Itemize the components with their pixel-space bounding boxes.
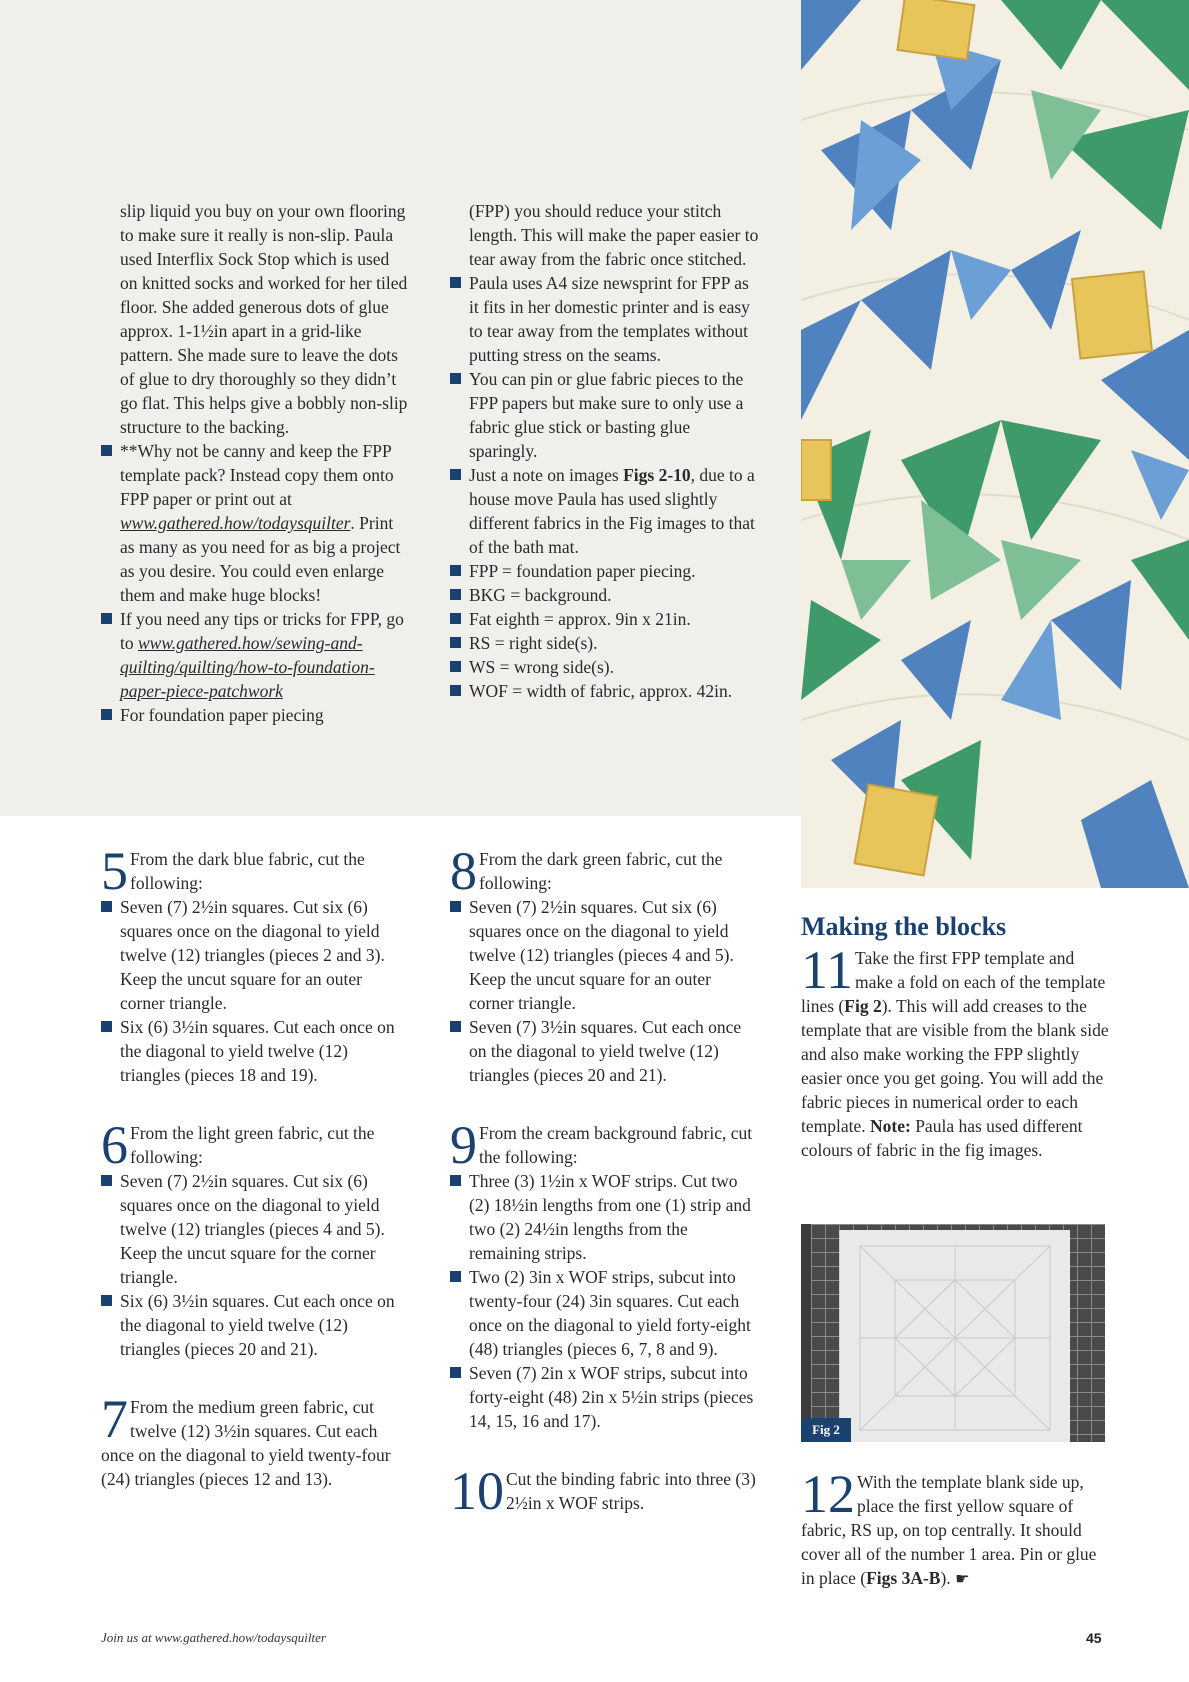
step-9 [450, 1115, 760, 1175]
gathered-link[interactable]: www.gathered.how/todaysquilter [120, 513, 351, 533]
step-text: Cut the binding fabric into three (3) 2½in x WOF strips. [506, 1469, 756, 1513]
step-text: From the medium green fabric, cut twelve (12) 3½in squares. Cut each once on the diagonal to yield twenty-four (24) triangles (pieces 12 and 13). [101, 1397, 391, 1489]
step-8 [450, 841, 760, 901]
step-number: 11 [801, 940, 853, 1000]
step-12: 12 With the template blank side up, place the first yellow square of fabric, RS up, on top centrally. It should cover all of the number 1 area. Pin or glue in place (Figs 3A-B). ☛ [801, 1464, 1097, 1588]
tip-bullet: Just a note on images Figs 2-10, due to a house move Paula has used slightly different fabrics in the Fig images to that of the bath mat. [450, 463, 760, 559]
step-number: 7 [101, 1389, 128, 1449]
tips-column-1 [101, 199, 411, 727]
step-text: From the dark green fabric, cut the following: [479, 849, 723, 893]
quilt-illustration [801, 0, 1189, 888]
step-number: 8 [450, 841, 477, 901]
step-11: 11 Take the first FPP template and make a fold on each of the template lines (Fig 2). This will add creases to the template that are visible from the blank side and also make working the FPP slightly easier once you get going. You will add the fabric pieces in numerical order to each template. Note: Paula has used different colours of fabric in the fig images. [801, 940, 1109, 1160]
step-6 [101, 1115, 411, 1175]
step-12-block [801, 1464, 1141, 1591]
step-text: From the light green fabric, cut the following: [130, 1123, 375, 1167]
step-bullet: Seven (7) 2½in squares. Cut six (6) squares once on the diagonal to yield twelve (12) triangles (pieces 4 and 5). Keep the uncut square for an outer corner triangle. [450, 895, 760, 1015]
step-number: 10 [450, 1461, 504, 1521]
pointing-hand-icon: ☛ [955, 1569, 970, 1588]
page-number: 45 [1086, 1630, 1102, 1646]
step-text: From the cream background fabric, cut the following: [479, 1123, 753, 1167]
tip-bullet: Fat eighth = approx. 9in x 21in. [450, 607, 760, 631]
step-number: 5 [101, 841, 128, 901]
making-blocks-section [801, 912, 1111, 1162]
section-heading: Making the blocks [801, 912, 1007, 941]
step-text: From the dark blue fabric, cut the following: [130, 849, 365, 893]
step-number: 6 [101, 1115, 128, 1175]
step-bullet: Two (2) 3in x WOF strips, subcut into twenty-four (24) 3in squares. Cut each once on the diagonal to yield forty-eight (48) triangles (pieces 6, 7, 8 and 9). [450, 1265, 760, 1361]
tip-continued-text: slip liquid you buy on your own flooring to make sure it really is non-slip. Paula used Interflix Sock Stop which is used on knitted socks and worked for her tiled floor. She added generous dots of glue approx. 1-1½in apart in a grid-like pattern. She made sure to leave the dots of glue to dry thoroughly so they didn’t go flat. This helps give a bobbly non-slip structure to the backing. [120, 201, 408, 437]
tip-bullet: WOF = width of fabric, approx. 42in. [450, 679, 760, 703]
tip-bullet: WS = wrong side(s). [450, 655, 760, 679]
tip-bullet: For foundation paper piecing [101, 703, 411, 727]
step-5 [101, 841, 411, 901]
tip-bullet: If you need any tips or tricks for FPP, go to www.gathered.how/sewing-and-quilting/quilting/how-to-foundation-paper-piece-patchwork [101, 607, 411, 703]
steps-column-1 [101, 841, 411, 1491]
step-bullet: Six (6) 3½in squares. Cut each once on the diagonal to yield twelve (12) triangles (pieces 20 and 21). [101, 1289, 411, 1361]
tip-bullet: BKG = background. [450, 583, 760, 607]
tip-bullet: You can pin or glue fabric pieces to the FPP papers but make sure to only use a fabric glue stick or basting glue sparingly. [450, 367, 760, 463]
tip-bullet: RS = right side(s). [450, 631, 760, 655]
figure-caption: Fig 2 [801, 1418, 851, 1442]
tip-bullet: **Why not be canny and keep the FPP template pack? Instead copy them onto FPP paper or print out at www.gathered.how/todaysquilter. Print as many as you need for as big a project as you desire. You could even enlarge them and make huge blocks! [101, 439, 411, 607]
steps-column-2 [450, 841, 760, 1521]
quilt-photo [801, 0, 1189, 888]
tips-column-2 [450, 199, 760, 703]
step-bullet: Seven (7) 3½in squares. Cut each once on the diagonal to yield twelve (12) triangles (pieces 20 and 21). [450, 1015, 760, 1087]
step-bullet: Seven (7) 2in x WOF strips, subcut into forty-eight (48) 2in x 5½in strips (pieces 14, 15, 16 and 17). [450, 1361, 760, 1433]
step-number: 9 [450, 1115, 477, 1175]
figure-2 [801, 1224, 1105, 1442]
step-bullet: Seven (7) 2½in squares. Cut six (6) squares once on the diagonal to yield twelve (12) triangles (pieces 4 and 5). Keep the uncut square for the corner triangle. [101, 1169, 411, 1289]
step-10 [450, 1461, 760, 1521]
step-bullet: Three (3) 1½in x WOF strips. Cut two (2) 18½in lengths from one (1) strip and two (2) 24½in lengths from the remaining strips. [450, 1169, 760, 1265]
footer-text: Join us at www.gathered.how/todaysquilter [101, 1630, 326, 1645]
step-7 [101, 1389, 411, 1491]
template-lines [840, 1230, 1070, 1442]
tip-continued-text: (FPP) you should reduce your stitch length. This will make the paper easier to tear away from the fabric once stitched. [469, 201, 759, 269]
fpp-tips-link[interactable]: www.gathered.how/sewing-and-quilting/quilting/how-to-foundation-paper-piece-patchwork [120, 633, 375, 701]
step-bullet: Seven (7) 2½in squares. Cut six (6) squares once on the diagonal to yield twelve (12) triangles (pieces 2 and 3). Keep the uncut square for an outer corner triangle. [101, 895, 411, 1015]
fpp-template-paper [839, 1230, 1070, 1442]
tip-bullet: FPP = foundation paper piecing. [450, 559, 760, 583]
step-number: 12 [801, 1464, 855, 1524]
step-bullet: Six (6) 3½in squares. Cut each once on the diagonal to yield twelve (12) triangles (pieces 18 and 19). [101, 1015, 411, 1087]
tip-bullet: Paula uses A4 size newsprint for FPP as it fits in her domestic printer and is easy to tear away from the templates without putting stress on the seams. [450, 271, 760, 367]
